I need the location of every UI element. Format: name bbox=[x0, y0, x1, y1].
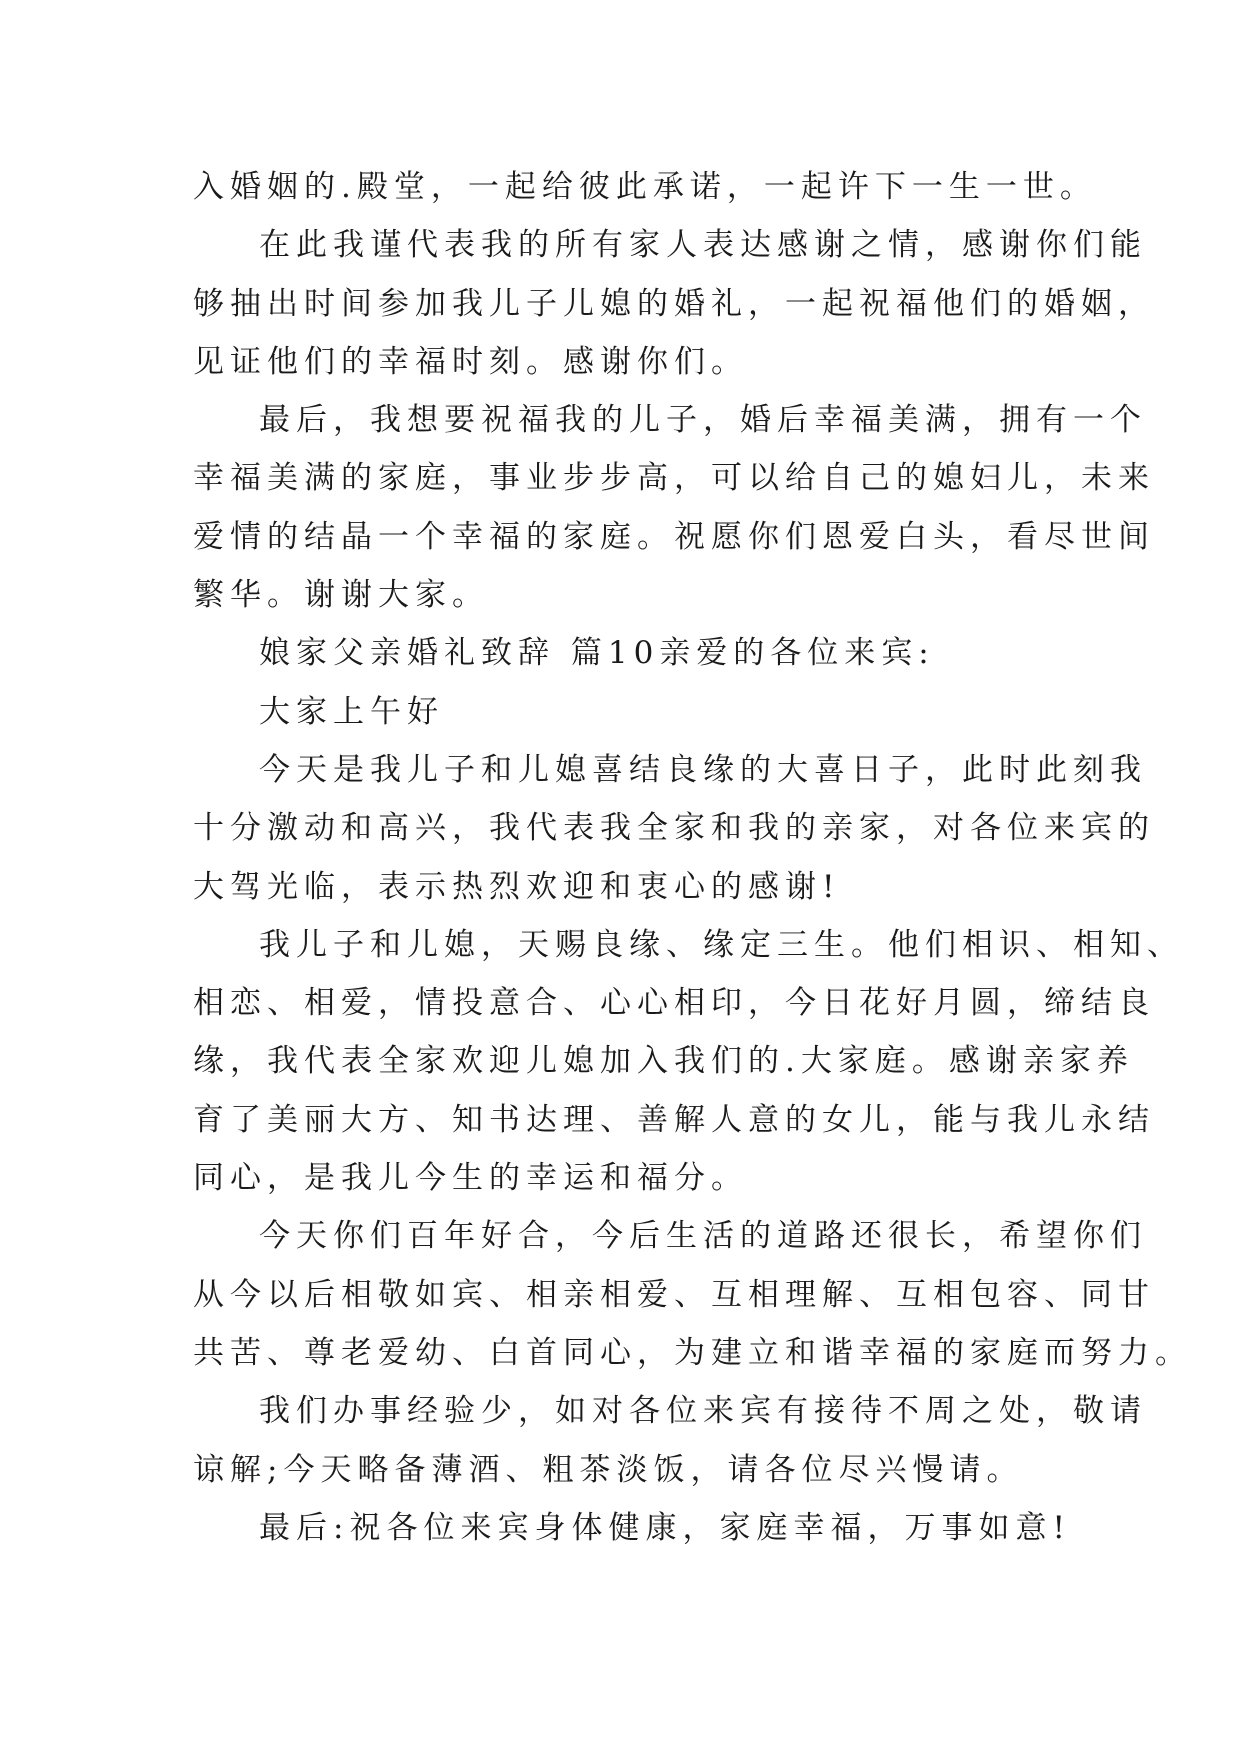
paragraph bbox=[193, 1499, 1069, 1557]
text-line: 最后:祝各位来宾身体健康，家庭幸福，万事如意! bbox=[259, 1509, 1071, 1546]
paragraph bbox=[193, 1382, 1147, 1499]
paragraph bbox=[193, 741, 1155, 916]
text-line: 够抽出时间参加我儿子儿媳的婚礼，一起祝福他们的婚姻， bbox=[193, 285, 1155, 322]
paragraph bbox=[193, 158, 1097, 216]
document-body bbox=[193, 158, 1192, 1557]
text-line: 我儿子和儿媳，天赐良缘、缘定三生。他们相识、相知、 bbox=[259, 926, 1184, 963]
text-line: 十分激动和高兴，我代表我全家和我的亲家，对各位来宾的 bbox=[193, 810, 1155, 847]
paragraph bbox=[193, 1207, 1192, 1382]
paragraph bbox=[193, 916, 1184, 1207]
text-line: 从今以后相敬如宾、相亲相爱、互相理解、互相包容、同甘 bbox=[193, 1276, 1155, 1313]
paragraph bbox=[193, 216, 1155, 391]
text-line: 入婚姻的.殿堂，一起给彼此承诺，一起许下一生一世。 bbox=[193, 169, 1097, 205]
text-line: 最后，我想要祝福我的儿子，婚后幸福美满，拥有一个 bbox=[259, 402, 1147, 439]
text-line: 繁华。谢谢大家。 bbox=[193, 577, 489, 614]
text-line: 共苦、尊老爱幼、白首同心，为建立和谐幸福的家庭而努力。 bbox=[193, 1334, 1192, 1371]
text-line: 同心，是我儿今生的幸运和福分。 bbox=[193, 1160, 748, 1197]
text-line: 在此我谨代表我的所有家人表达感谢之情，感谢你们能 bbox=[259, 227, 1147, 264]
text-line: 今天你们百年好合，今后生活的道路还很长，希望你们 bbox=[259, 1218, 1147, 1255]
text-line: 育了美丽大方、知书达理、善解人意的女儿，能与我儿永结 bbox=[193, 1101, 1155, 1138]
text-line: 大驾光临，表示热烈欢迎和衷心的感谢! bbox=[193, 868, 841, 905]
paragraph bbox=[193, 391, 1155, 624]
paragraph bbox=[193, 683, 1069, 741]
paragraph bbox=[193, 624, 1069, 682]
text-line: 见证他们的幸福时刻。感谢你们。 bbox=[193, 343, 748, 380]
text-line: 大家上午好 bbox=[259, 693, 444, 730]
text-line: 缘，我代表全家欢迎儿媳加入我们的.大家庭。感谢亲家养 bbox=[193, 1043, 1134, 1080]
text-line: 爱情的结晶一个幸福的家庭。祝愿你们恩爱白头，看尽世间 bbox=[193, 518, 1155, 555]
text-line: 相恋、相爱，情投意合、心心相印，今日花好月圆，缔结良 bbox=[193, 985, 1155, 1022]
text-line: 我们办事经验少，如对各位来宾有接待不周之处，敬请 bbox=[259, 1393, 1147, 1430]
text-line: 谅解;今天略备薄酒、粗茶淡饭，请各位尽兴慢请。 bbox=[193, 1451, 1024, 1488]
text-line: 幸福美满的家庭，事业步步高，可以给自己的媳妇儿，未来 bbox=[193, 460, 1155, 497]
text-line: 今天是我儿子和儿媳喜结良缘的大喜日子，此时此刻我 bbox=[259, 751, 1147, 788]
text-line: 娘家父亲婚礼致辞 篇10亲爱的各位来宾: bbox=[259, 635, 935, 672]
